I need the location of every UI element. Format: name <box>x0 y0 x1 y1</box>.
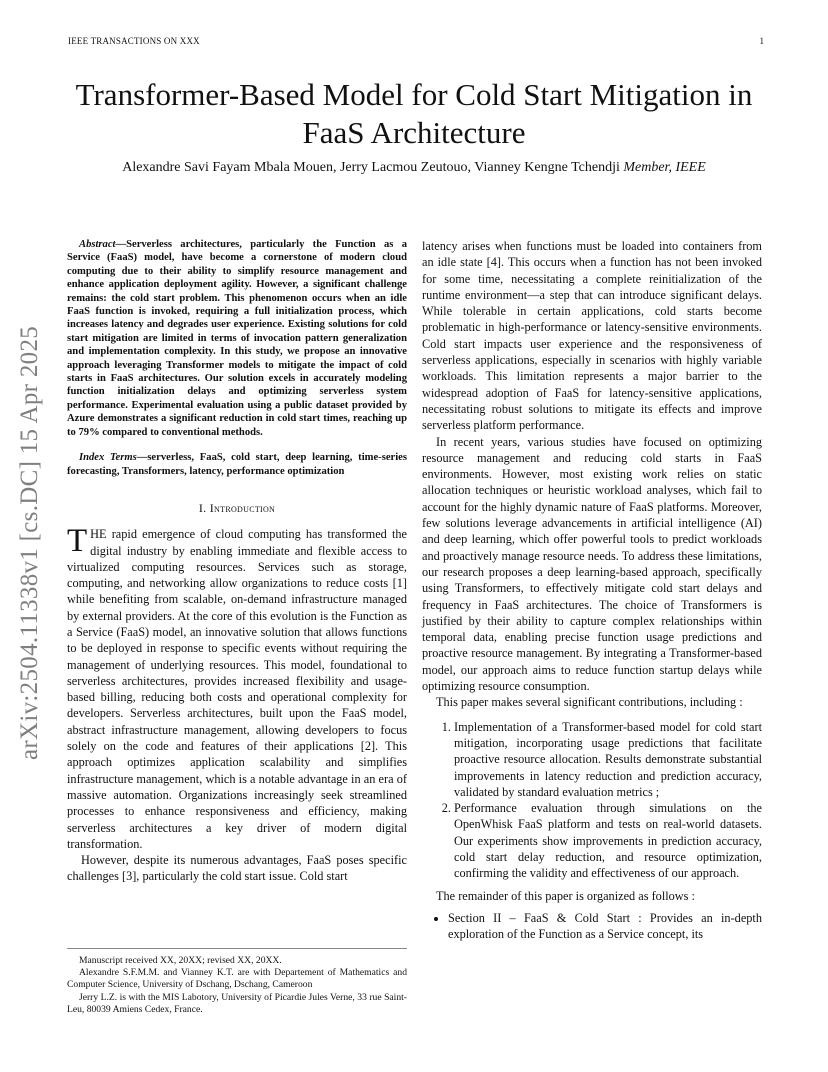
footnote-2: Alexandre S.F.M.M. and Vianney K.T. are with Departement of Mathematics and Computer Science, University of Dschang, Dschang, Cameroon <box>67 967 407 991</box>
abstract-text: —Serverless architectures, particularly the Function as a Service (FaaS) model, have become a cornerstone of modern cloud computing due to their ability to simplify resource management and enhance application deployment agility. However, a significant challenge remains: the cold start problem. This phenomenon occurs when an idle FaaS function is invoked, requiring a full initialization process, which increases latency and degrades user experience. Existing solutions for cold start mitigation are limited in terms of invocation pattern generalization and implementation complexity. In this study, we propose an innovative approach leveraging Transformer models to mitigate the impact of cold starts in FaaS architectures. Our solution excels in accurately modeling function initialization delays and optimizing serverless system performance. Experimental evaluation using a public dataset provided by Azure demonstrates a significant reduction in cold start times, reaching up to 79% compared to conventional methods. <box>67 239 407 438</box>
right-paragraph-2: In recent years, various studies have focused on optimizing resource management and reducing cold starts in FaaS environments. However, most existing work relies on static allocation techniques or heuristic workload analyses, which fail to account for the highly dynamic nature of FaaS platforms. Moreover, few solutions leverage advancements in artificial intelligence (AI) and deep learning, which offer powerful tools to predict workloads and proactively manage resource needs. To address these limitations, our research proposes a deep learning-based approach, specifically using Transformers, to effectively mitigate cold start delays and frequency in FaaS architectures. The choice of Transformers is justified by their ability to capture complex relationships within temporal data, enabling precise function usage predictions and proactive resource management. By integrating a Transformer-based model, our approach aims to reduce function startup delays while optimizing resource consumption. <box>422 434 762 694</box>
section-heading <box>67 500 407 516</box>
intro-paragraph-1: THE rapid emergence of cloud computing has transformed the digital industry by enabling immediate and flexible access to virtualized computing resources. Services such as storage, computing, and networking allow organizations to reduce costs [1] while benefiting from scalable, on-demand infrastructure managed by external providers. At the core of this evolution is the Function as a Service (FaaS) model, an innovative solution that allows functions to be deployed in response to specific events without requiring the management of underlying resources. This model, foundational to serverless architectures, provides increased flexibility and usage-based billing, reducing both costs and operational complexity for developers. Serverless architectures, built upon the FaaS model, abstract infrastructure management, allowing developers to focus solely on the code and features of their applications [2]. This approach optimizes application scalability and simplifies infrastructure management, which is a notable advantage in an era of massive automation. Organizations increasingly seek streamlined processes to enhance responsiveness and efficiency, making serverless architectures a key driver of modern digital transformation. <box>67 523 407 851</box>
right-paragraph-3: This paper makes several significant contributions, including : <box>436 695 743 710</box>
section-title: Introduction <box>209 500 276 515</box>
left-column <box>67 238 407 885</box>
index-terms-text: —serverless, FaaS, cold start, deep learning, time-series forecasting, Transformers, latency, performance optimization <box>67 452 407 477</box>
footnote-3: Jerry L.Z. is with the MIS Labotory, University of Picardie Jules Verne, 33 rue Saint-Leu, 80039 Amiens Cedex, France. <box>67 991 407 1015</box>
footnotes <box>67 948 407 1016</box>
contributions-list <box>422 719 762 882</box>
paper-title: Transformer-Based Model for Cold Start Mitigation in FaaS Architecture <box>75 77 753 150</box>
index-terms <box>67 451 407 478</box>
outline-item-1: • Section II – FaaS & Cold Start : Provides an in-depth exploration of the Function as a Service concept, its <box>448 910 762 943</box>
page-number: 1 <box>759 36 764 46</box>
right-paragraph-1: latency arises when functions must be loaded into containers from an idle state [4]. This occurs when a function has not been invoked for some time, necessitating a complete reinitialization of the runtime environment—a step that can introduce significant delays. While tolerable in certain applications, cold starts become problematic in high-performance or latency-sensitive environments. Cold start impacts user experience and the responsiveness of serverless applications, especially in scenarios with highly variable workloads. This limitation represents a major barrier to the widespread adoption of FaaS for latency-sensitive applications, necessitating robust solutions to mitigate its effects and improve serverless platform performance. <box>422 239 762 433</box>
abstract <box>67 238 407 439</box>
index-terms-label: Index Terms <box>79 452 137 464</box>
footnote-1: Manuscript received XX, 20XX; revised XX, 20XX. <box>79 955 282 966</box>
remainder-intro: The remainder of this paper is organized as follows : <box>436 888 695 903</box>
contribution-item-1: 1. Implementation of a Transformer-based model for cold start mitigation, incorporating usage predictions that facilitate proactive resource allocation. Results demonstrate substantial improvements in latency reduction and prediction accuracy, validated by standard evaluation metrics ; <box>454 719 762 800</box>
right-column <box>422 238 762 942</box>
running-header: IEEE TRANSACTIONS ON XXX <box>68 36 200 46</box>
arxiv-stamp-text: arXiv:2504.11338v1 [cs.DC] 15 Apr 2025 <box>16 325 43 760</box>
author-list <box>60 160 768 176</box>
abstract-label: Abstract <box>79 239 116 250</box>
author-role: Member, IEEE <box>623 160 706 175</box>
intro-paragraph-2: However, despite its numerous advantages, FaaS poses specific challenges [3], particularly the cold start issue. Cold start <box>67 853 407 884</box>
section-number: I. <box>198 500 207 515</box>
outline-list <box>422 910 762 943</box>
author-names: Alexandre Savi Fayam Mbala Mouen, Jerry Lacmou Zeutouo, Vianney Kengne Tchendji <box>122 160 620 175</box>
contribution-item-2: 2. Performance evaluation through simulations on the OpenWhisk FaaS platform and tests on real-world datasets. Our experiments show improvements in prediction accuracy, cold start delay reduction, and resource optimization, confirming the validity and effectiveness of our approach. <box>454 800 762 881</box>
